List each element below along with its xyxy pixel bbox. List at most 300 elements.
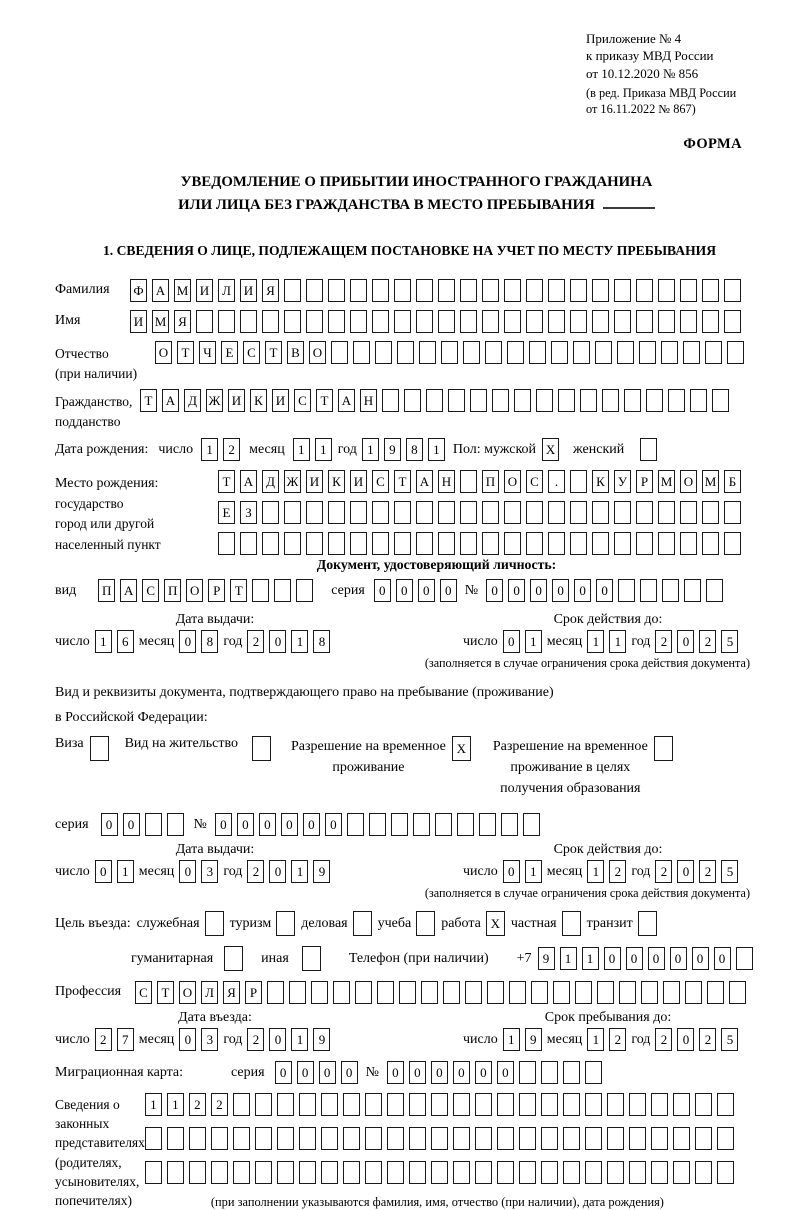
given-name-char-box[interactable]: И xyxy=(130,310,147,333)
representatives-char-box[interactable] xyxy=(453,1127,470,1150)
stay-year-box[interactable]: 0 xyxy=(677,1028,694,1051)
doc-type-char-box[interactable] xyxy=(252,579,269,602)
rvp-series-box[interactable]: 0 xyxy=(101,813,118,836)
patronymic-char-box[interactable] xyxy=(661,341,678,364)
birth-place-char-box[interactable]: Т xyxy=(394,470,411,493)
given-name-char-box[interactable] xyxy=(680,310,697,333)
birth-place-char-box[interactable]: П xyxy=(482,470,499,493)
profession-char-box[interactable] xyxy=(575,981,592,1004)
representatives-char-box[interactable] xyxy=(651,1093,668,1116)
representatives-char-box[interactable] xyxy=(343,1161,360,1184)
citizenship-char-box[interactable] xyxy=(558,389,575,412)
citizenship-char-box[interactable] xyxy=(382,389,399,412)
doc-number-box[interactable]: 0 xyxy=(552,579,569,602)
given-name-char-box[interactable] xyxy=(438,310,455,333)
rvp-number-box[interactable] xyxy=(501,813,518,836)
patronymic-char-box[interactable]: В xyxy=(287,341,304,364)
birth-place-char-box[interactable] xyxy=(658,501,675,524)
rvp-valid-year-box[interactable]: 2 xyxy=(655,860,672,883)
birth-place-char-box[interactable] xyxy=(262,532,279,555)
representatives-char-box[interactable] xyxy=(321,1161,338,1184)
birth-place-char-box[interactable] xyxy=(438,532,455,555)
representatives-char-box[interactable] xyxy=(387,1161,404,1184)
citizenship-char-box[interactable]: А xyxy=(162,389,179,412)
surname-char-box[interactable] xyxy=(438,279,455,302)
representatives-char-box[interactable] xyxy=(475,1161,492,1184)
migration-series-box[interactable]: 0 xyxy=(297,1061,314,1084)
representatives-char-box[interactable] xyxy=(651,1127,668,1150)
birth-place-char-box[interactable] xyxy=(702,532,719,555)
representatives-char-box[interactable] xyxy=(497,1161,514,1184)
citizenship-char-box[interactable]: А xyxy=(338,389,355,412)
representatives-char-box[interactable]: 1 xyxy=(145,1093,162,1116)
birth-year-box[interactable]: 9 xyxy=(384,438,401,461)
temp-residence-education-checkbox[interactable] xyxy=(654,736,673,761)
birth-place-char-box[interactable] xyxy=(680,501,697,524)
doc-number-box[interactable] xyxy=(618,579,635,602)
birth-place-char-box[interactable] xyxy=(328,532,345,555)
patronymic-char-box[interactable] xyxy=(375,341,392,364)
doc-number-box[interactable]: 0 xyxy=(508,579,525,602)
doc-issue-month-box[interactable]: 0 xyxy=(179,630,196,653)
birth-day-box[interactable]: 2 xyxy=(223,438,240,461)
given-name-char-box[interactable] xyxy=(658,310,675,333)
phone-digit-box[interactable]: 0 xyxy=(670,947,687,970)
representatives-char-box[interactable] xyxy=(211,1161,228,1184)
representatives-char-box[interactable] xyxy=(431,1127,448,1150)
birth-place-char-box[interactable] xyxy=(372,532,389,555)
doc-issue-month-box[interactable]: 8 xyxy=(201,630,218,653)
birth-place-char-box[interactable] xyxy=(724,501,741,524)
representatives-char-box[interactable] xyxy=(519,1093,536,1116)
representatives-char-box[interactable] xyxy=(277,1161,294,1184)
representatives-char-box[interactable] xyxy=(255,1093,272,1116)
representatives-char-box[interactable] xyxy=(563,1161,580,1184)
doc-series-box[interactable]: 0 xyxy=(440,579,457,602)
representatives-char-box[interactable] xyxy=(233,1127,250,1150)
representatives-char-box[interactable] xyxy=(365,1093,382,1116)
representatives-char-box[interactable] xyxy=(299,1161,316,1184)
representatives-char-box[interactable] xyxy=(431,1093,448,1116)
birth-place-char-box[interactable] xyxy=(548,532,565,555)
doc-number-box[interactable] xyxy=(640,579,657,602)
doc-series-box[interactable]: 0 xyxy=(396,579,413,602)
surname-char-box[interactable] xyxy=(460,279,477,302)
given-name-char-box[interactable] xyxy=(724,310,741,333)
patronymic-char-box[interactable] xyxy=(397,341,414,364)
surname-char-box[interactable] xyxy=(328,279,345,302)
patronymic-char-box[interactable] xyxy=(683,341,700,364)
doc-number-box[interactable] xyxy=(706,579,723,602)
rvp-valid-month-box[interactable]: 1 xyxy=(587,860,604,883)
rvp-number-box[interactable]: 0 xyxy=(303,813,320,836)
doc-valid-year-box[interactable]: 5 xyxy=(721,630,738,653)
doc-number-box[interactable]: 0 xyxy=(574,579,591,602)
entry-day-box[interactable]: 2 xyxy=(95,1028,112,1051)
rvp-issue-day-box[interactable]: 0 xyxy=(95,860,112,883)
doc-valid-year-box[interactable]: 0 xyxy=(677,630,694,653)
purpose-official-checkbox[interactable] xyxy=(205,911,224,936)
birth-place-char-box[interactable] xyxy=(592,532,609,555)
given-name-char-box[interactable] xyxy=(196,310,213,333)
citizenship-char-box[interactable] xyxy=(646,389,663,412)
doc-type-char-box[interactable] xyxy=(274,579,291,602)
rvp-series-box[interactable] xyxy=(167,813,184,836)
rvp-valid-year-box[interactable]: 0 xyxy=(677,860,694,883)
representatives-char-box[interactable] xyxy=(519,1161,536,1184)
profession-char-box[interactable] xyxy=(553,981,570,1004)
profession-char-box[interactable] xyxy=(289,981,306,1004)
patronymic-char-box[interactable] xyxy=(529,341,546,364)
representatives-char-box[interactable] xyxy=(541,1127,558,1150)
patronymic-char-box[interactable] xyxy=(507,341,524,364)
birth-place-char-box[interactable] xyxy=(262,501,279,524)
profession-char-box[interactable] xyxy=(729,981,746,1004)
profession-char-box[interactable] xyxy=(267,981,284,1004)
given-name-char-box[interactable] xyxy=(394,310,411,333)
doc-issue-day-box[interactable]: 6 xyxy=(117,630,134,653)
phone-digit-box[interactable]: 0 xyxy=(604,947,621,970)
birth-place-char-box[interactable]: У xyxy=(614,470,631,493)
representatives-char-box[interactable] xyxy=(673,1161,690,1184)
doc-series-box[interactable]: 0 xyxy=(374,579,391,602)
phone-digit-box[interactable]: 1 xyxy=(560,947,577,970)
birth-place-char-box[interactable] xyxy=(438,501,455,524)
rvp-series-box[interactable] xyxy=(145,813,162,836)
representatives-char-box[interactable] xyxy=(563,1127,580,1150)
profession-char-box[interactable]: Л xyxy=(201,981,218,1004)
birth-place-char-box[interactable] xyxy=(570,501,587,524)
rvp-number-box[interactable] xyxy=(523,813,540,836)
rvp-valid-year-box[interactable]: 5 xyxy=(721,860,738,883)
profession-char-box[interactable] xyxy=(531,981,548,1004)
representatives-char-box[interactable] xyxy=(387,1093,404,1116)
birth-place-char-box[interactable]: Ж xyxy=(284,470,301,493)
representatives-char-box[interactable] xyxy=(497,1127,514,1150)
representatives-char-box[interactable] xyxy=(409,1127,426,1150)
birth-year-box[interactable]: 8 xyxy=(406,438,423,461)
surname-char-box[interactable] xyxy=(614,279,631,302)
rvp-series-box[interactable]: 0 xyxy=(123,813,140,836)
citizenship-char-box[interactable]: Т xyxy=(316,389,333,412)
rvp-issue-year-box[interactable]: 9 xyxy=(313,860,330,883)
birth-place-char-box[interactable]: А xyxy=(240,470,257,493)
representatives-char-box[interactable] xyxy=(431,1161,448,1184)
migration-number-box[interactable]: 0 xyxy=(387,1061,404,1084)
birth-place-char-box[interactable] xyxy=(350,501,367,524)
doc-number-box[interactable]: 0 xyxy=(486,579,503,602)
entry-year-box[interactable]: 1 xyxy=(291,1028,308,1051)
birth-place-char-box[interactable]: С xyxy=(526,470,543,493)
representatives-char-box[interactable] xyxy=(695,1093,712,1116)
profession-char-box[interactable] xyxy=(465,981,482,1004)
migration-number-box[interactable]: 0 xyxy=(453,1061,470,1084)
surname-char-box[interactable] xyxy=(372,279,389,302)
representatives-char-box[interactable] xyxy=(607,1093,624,1116)
doc-valid-day-box[interactable]: 1 xyxy=(525,630,542,653)
birth-place-char-box[interactable]: И xyxy=(350,470,367,493)
entry-month-box[interactable]: 3 xyxy=(201,1028,218,1051)
given-name-char-box[interactable] xyxy=(240,310,257,333)
representatives-char-box[interactable] xyxy=(629,1093,646,1116)
representatives-char-box[interactable] xyxy=(607,1127,624,1150)
purpose-private-checkbox[interactable] xyxy=(562,911,581,936)
surname-char-box[interactable] xyxy=(592,279,609,302)
doc-type-char-box[interactable]: П xyxy=(164,579,181,602)
doc-valid-day-box[interactable]: 0 xyxy=(503,630,520,653)
birth-place-char-box[interactable] xyxy=(636,532,653,555)
migration-number-box[interactable] xyxy=(563,1061,580,1084)
birth-place-char-box[interactable]: О xyxy=(504,470,521,493)
surname-char-box[interactable] xyxy=(284,279,301,302)
representatives-char-box[interactable] xyxy=(321,1093,338,1116)
patronymic-char-box[interactable] xyxy=(727,341,744,364)
citizenship-char-box[interactable] xyxy=(492,389,509,412)
stay-year-box[interactable]: 2 xyxy=(655,1028,672,1051)
representatives-char-box[interactable] xyxy=(299,1093,316,1116)
stay-day-box[interactable]: 9 xyxy=(525,1028,542,1051)
doc-issue-day-box[interactable]: 1 xyxy=(95,630,112,653)
stay-year-box[interactable]: 5 xyxy=(721,1028,738,1051)
birth-place-char-box[interactable]: С xyxy=(372,470,389,493)
male-checkbox[interactable]: X xyxy=(542,438,559,461)
migration-number-box[interactable] xyxy=(519,1061,536,1084)
rvp-number-box[interactable]: 0 xyxy=(215,813,232,836)
surname-char-box[interactable] xyxy=(570,279,587,302)
profession-char-box[interactable] xyxy=(597,981,614,1004)
phone-digit-box[interactable]: 0 xyxy=(714,947,731,970)
purpose-other-checkbox[interactable] xyxy=(302,946,321,971)
doc-number-box[interactable]: 0 xyxy=(530,579,547,602)
patronymic-char-box[interactable] xyxy=(441,341,458,364)
rvp-number-box[interactable]: 0 xyxy=(237,813,254,836)
citizenship-char-box[interactable] xyxy=(470,389,487,412)
patronymic-char-box[interactable] xyxy=(331,341,348,364)
profession-char-box[interactable] xyxy=(685,981,702,1004)
surname-char-box[interactable] xyxy=(394,279,411,302)
citizenship-char-box[interactable] xyxy=(514,389,531,412)
birth-place-char-box[interactable]: И xyxy=(306,470,323,493)
citizenship-char-box[interactable] xyxy=(712,389,729,412)
given-name-char-box[interactable] xyxy=(548,310,565,333)
birth-place-char-box[interactable]: М xyxy=(658,470,675,493)
purpose-work-checkbox[interactable]: X xyxy=(486,911,505,936)
stay-day-box[interactable]: 1 xyxy=(503,1028,520,1051)
patronymic-char-box[interactable]: Ч xyxy=(199,341,216,364)
birth-place-char-box[interactable] xyxy=(504,501,521,524)
representatives-char-box[interactable] xyxy=(321,1127,338,1150)
entry-month-box[interactable]: 0 xyxy=(179,1028,196,1051)
rvp-issue-month-box[interactable]: 3 xyxy=(201,860,218,883)
birth-place-char-box[interactable] xyxy=(306,532,323,555)
representatives-char-box[interactable] xyxy=(629,1161,646,1184)
rvp-number-box[interactable] xyxy=(457,813,474,836)
birth-place-char-box[interactable] xyxy=(394,532,411,555)
rvp-number-box[interactable]: 0 xyxy=(281,813,298,836)
birth-place-char-box[interactable] xyxy=(614,532,631,555)
rvp-number-box[interactable] xyxy=(347,813,364,836)
representatives-char-box[interactable] xyxy=(673,1093,690,1116)
given-name-char-box[interactable] xyxy=(460,310,477,333)
citizenship-char-box[interactable]: Н xyxy=(360,389,377,412)
surname-char-box[interactable] xyxy=(658,279,675,302)
patronymic-char-box[interactable] xyxy=(551,341,568,364)
representatives-char-box[interactable]: 2 xyxy=(211,1093,228,1116)
citizenship-char-box[interactable] xyxy=(448,389,465,412)
birth-place-char-box[interactable]: Е xyxy=(218,501,235,524)
purpose-transit-checkbox[interactable] xyxy=(638,911,657,936)
profession-char-box[interactable] xyxy=(707,981,724,1004)
given-name-char-box[interactable] xyxy=(284,310,301,333)
doc-number-box[interactable] xyxy=(684,579,701,602)
rvp-number-box[interactable]: 0 xyxy=(325,813,342,836)
patronymic-char-box[interactable]: О xyxy=(309,341,326,364)
patronymic-char-box[interactable] xyxy=(617,341,634,364)
rvp-issue-month-box[interactable]: 0 xyxy=(179,860,196,883)
doc-issue-year-box[interactable]: 0 xyxy=(269,630,286,653)
patronymic-char-box[interactable]: Е xyxy=(221,341,238,364)
birth-place-char-box[interactable] xyxy=(240,532,257,555)
birth-place-char-box[interactable] xyxy=(416,501,433,524)
birth-place-char-box[interactable]: Д xyxy=(262,470,279,493)
birth-month-box[interactable]: 1 xyxy=(293,438,310,461)
profession-char-box[interactable] xyxy=(399,981,416,1004)
representatives-char-box[interactable] xyxy=(541,1161,558,1184)
birth-place-char-box[interactable] xyxy=(702,501,719,524)
rvp-number-box[interactable] xyxy=(479,813,496,836)
representatives-char-box[interactable] xyxy=(189,1161,206,1184)
birth-place-char-box[interactable] xyxy=(460,470,477,493)
patronymic-char-box[interactable]: О xyxy=(155,341,172,364)
representatives-char-box[interactable] xyxy=(343,1093,360,1116)
representatives-char-box[interactable] xyxy=(167,1127,184,1150)
rvp-issue-day-box[interactable]: 1 xyxy=(117,860,134,883)
birth-place-char-box[interactable]: К xyxy=(592,470,609,493)
rvp-number-box[interactable] xyxy=(435,813,452,836)
migration-series-box[interactable]: 0 xyxy=(275,1061,292,1084)
doc-type-char-box[interactable]: А xyxy=(120,579,137,602)
citizenship-char-box[interactable]: С xyxy=(294,389,311,412)
representatives-char-box[interactable] xyxy=(541,1093,558,1116)
birth-place-char-box[interactable] xyxy=(460,501,477,524)
patronymic-char-box[interactable] xyxy=(485,341,502,364)
citizenship-char-box[interactable]: Т xyxy=(140,389,157,412)
representatives-char-box[interactable] xyxy=(365,1161,382,1184)
temp-residence-checkbox[interactable]: X xyxy=(452,736,471,761)
birth-place-char-box[interactable] xyxy=(526,532,543,555)
citizenship-char-box[interactable] xyxy=(426,389,443,412)
representatives-char-box[interactable] xyxy=(695,1161,712,1184)
given-name-char-box[interactable] xyxy=(636,310,653,333)
representatives-char-box[interactable] xyxy=(563,1093,580,1116)
representatives-char-box[interactable]: 2 xyxy=(189,1093,206,1116)
representatives-char-box[interactable] xyxy=(585,1161,602,1184)
birth-place-char-box[interactable]: Р xyxy=(636,470,653,493)
patronymic-char-box[interactable] xyxy=(463,341,480,364)
representatives-char-box[interactable] xyxy=(277,1127,294,1150)
rvp-number-box[interactable] xyxy=(413,813,430,836)
surname-char-box[interactable]: Л xyxy=(218,279,235,302)
birth-place-char-box[interactable] xyxy=(284,532,301,555)
profession-char-box[interactable] xyxy=(333,981,350,1004)
patronymic-char-box[interactable] xyxy=(419,341,436,364)
surname-char-box[interactable] xyxy=(350,279,367,302)
rvp-valid-month-box[interactable]: 2 xyxy=(609,860,626,883)
citizenship-char-box[interactable]: И xyxy=(272,389,289,412)
representatives-char-box[interactable] xyxy=(167,1161,184,1184)
representatives-char-box[interactable] xyxy=(717,1093,734,1116)
surname-char-box[interactable]: А xyxy=(152,279,169,302)
representatives-char-box[interactable] xyxy=(453,1161,470,1184)
rvp-issue-year-box[interactable]: 0 xyxy=(269,860,286,883)
representatives-char-box[interactable] xyxy=(365,1127,382,1150)
birth-place-char-box[interactable]: Б xyxy=(724,470,741,493)
migration-number-box[interactable]: 0 xyxy=(409,1061,426,1084)
birth-place-char-box[interactable] xyxy=(218,532,235,555)
representatives-char-box[interactable] xyxy=(145,1161,162,1184)
migration-series-box[interactable]: 0 xyxy=(319,1061,336,1084)
birth-place-char-box[interactable]: А xyxy=(416,470,433,493)
surname-char-box[interactable]: И xyxy=(196,279,213,302)
representatives-char-box[interactable] xyxy=(607,1161,624,1184)
profession-char-box[interactable]: Я xyxy=(223,981,240,1004)
birth-place-char-box[interactable] xyxy=(284,501,301,524)
representatives-char-box[interactable] xyxy=(519,1127,536,1150)
representatives-char-box[interactable] xyxy=(255,1127,272,1150)
birth-place-char-box[interactable] xyxy=(658,532,675,555)
doc-valid-month-box[interactable]: 1 xyxy=(587,630,604,653)
doc-valid-year-box[interactable]: 2 xyxy=(699,630,716,653)
profession-char-box[interactable] xyxy=(641,981,658,1004)
representatives-char-box[interactable] xyxy=(585,1093,602,1116)
phone-digit-box[interactable] xyxy=(736,947,753,970)
phone-digit-box[interactable]: 0 xyxy=(648,947,665,970)
doc-valid-month-box[interactable]: 1 xyxy=(609,630,626,653)
representatives-char-box[interactable] xyxy=(189,1127,206,1150)
birth-day-box[interactable]: 1 xyxy=(201,438,218,461)
birth-place-char-box[interactable] xyxy=(482,501,499,524)
given-name-char-box[interactable] xyxy=(526,310,543,333)
rvp-valid-day-box[interactable]: 0 xyxy=(503,860,520,883)
stay-month-box[interactable]: 2 xyxy=(609,1028,626,1051)
surname-char-box[interactable] xyxy=(548,279,565,302)
birth-place-char-box[interactable]: Т xyxy=(218,470,235,493)
citizenship-char-box[interactable] xyxy=(536,389,553,412)
doc-issue-year-box[interactable]: 8 xyxy=(313,630,330,653)
citizenship-char-box[interactable]: Д xyxy=(184,389,201,412)
birth-year-box[interactable]: 1 xyxy=(362,438,379,461)
representatives-char-box[interactable] xyxy=(673,1127,690,1150)
representatives-char-box[interactable] xyxy=(475,1127,492,1150)
citizenship-char-box[interactable]: К xyxy=(250,389,267,412)
representatives-char-box[interactable] xyxy=(387,1127,404,1150)
rvp-valid-day-box[interactable]: 1 xyxy=(525,860,542,883)
representatives-char-box[interactable] xyxy=(299,1127,316,1150)
entry-year-box[interactable]: 0 xyxy=(269,1028,286,1051)
migration-number-box[interactable] xyxy=(541,1061,558,1084)
birth-place-char-box[interactable]: З xyxy=(240,501,257,524)
profession-char-box[interactable] xyxy=(377,981,394,1004)
citizenship-char-box[interactable] xyxy=(404,389,421,412)
representatives-char-box[interactable] xyxy=(233,1093,250,1116)
profession-char-box[interactable] xyxy=(355,981,372,1004)
birth-place-char-box[interactable]: . xyxy=(548,470,565,493)
stay-month-box[interactable]: 1 xyxy=(587,1028,604,1051)
profession-char-box[interactable] xyxy=(663,981,680,1004)
rvp-issue-year-box[interactable]: 1 xyxy=(291,860,308,883)
representatives-char-box[interactable] xyxy=(717,1127,734,1150)
entry-year-box[interactable]: 9 xyxy=(313,1028,330,1051)
